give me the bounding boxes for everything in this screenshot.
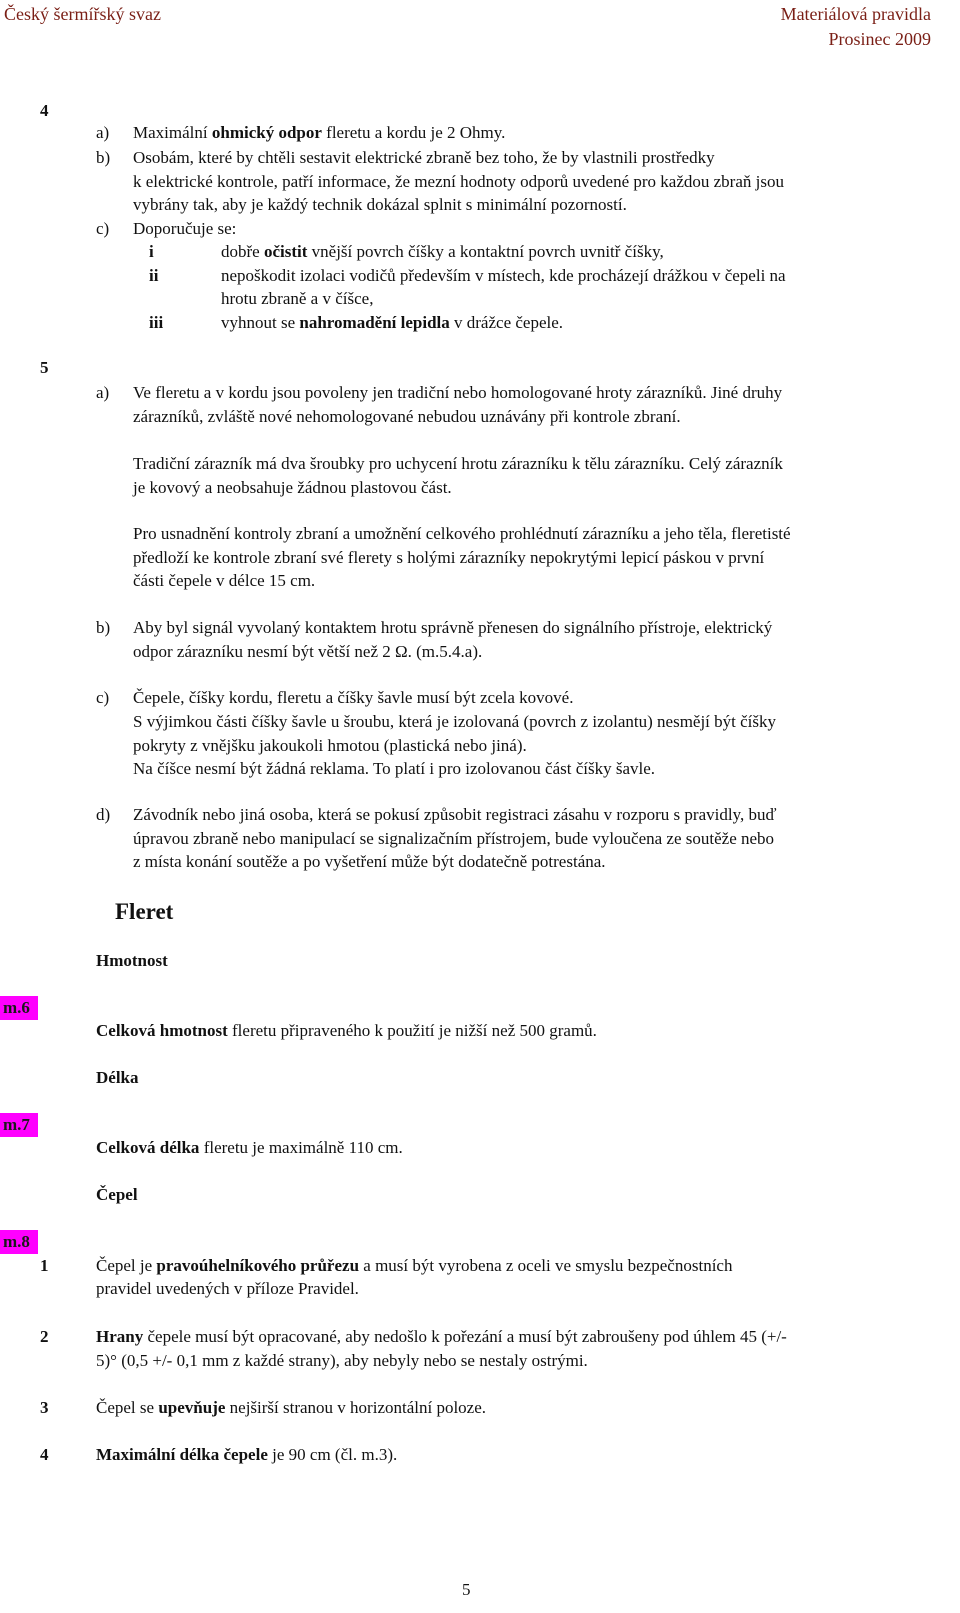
item-label-5d: d) xyxy=(96,805,111,824)
paragraph-5a-p2-line1: Tradiční zárazník má dva šroubky pro uchycení hrotu zárazníku k tělu zárazníku. Celý zárazník xyxy=(133,454,783,473)
cepel-item-1-line2: pravidel uvedených v příloze Pravidel. xyxy=(96,1279,359,1298)
rule-m6-text: Celková hmotnost fleretu připraveného k použití je nižší než 500 gramů. xyxy=(96,1021,597,1040)
subitem-i: dobře očistit vnější povrch číšky a kontaktní povrch uvnitř číšky, xyxy=(221,242,664,261)
item-label-5a: a) xyxy=(96,383,110,402)
cepel-item-2-line2: 5)° (0,5 +/- 0,1 mm z každé strany), aby nebyly nebo se nestaly ostrými. xyxy=(96,1351,588,1370)
paragraph-5c-line1: Čepele, číšky kordu, fleretu a číšky šavle musí být zcela kovové. xyxy=(133,688,574,707)
paragraph-5a-line2: zárazníků, zvláště nové nehomologované nebudou uznávány při kontrole zbraní. xyxy=(133,407,681,426)
subitem-ii-line1: nepoškodit izolaci vodičů především v místech, kde procházejí drážkou v čepeli na xyxy=(221,266,786,285)
paragraph-5d-line1: Závodník nebo jiná osoba, která se pokusí způsobit registraci zásahu v rozporu s pravidly, buď xyxy=(133,805,777,824)
subheading-cepel: Čepel xyxy=(96,1185,138,1204)
paragraph-5a-p3-line3: části čepele v délce 15 cm. xyxy=(133,571,316,590)
paragraph-5c-line3: pokryty z vnějšku jakoukoli hmotou (plastická nebo jiná). xyxy=(133,736,527,755)
cepel-item-1-line1: Čepel je pravoúhelníkového průřezu a musí být vyrobena z oceli ve smyslu bezpečnostních xyxy=(96,1256,733,1275)
header-org: Český šermířský svaz xyxy=(4,4,161,24)
paragraph-4c: Doporučuje se: xyxy=(133,219,237,238)
item-number-3: 3 xyxy=(40,1398,49,1417)
item-number-2: 2 xyxy=(40,1327,49,1346)
header-date: Prosinec 2009 xyxy=(828,29,931,49)
subheading-hmotnost: Hmotnost xyxy=(96,951,168,970)
item-label-a: a) xyxy=(96,123,110,142)
paragraph-5a-p3-line2: předloží ke kontrole zbraní své flerety s holými zárazníky nepokrytými lepicí páskou v první xyxy=(133,548,765,567)
paragraph-4b-line1: Osobám, které by chtěli sestavit elektrické zbraně bez toho, že by vlastnili prostředky xyxy=(133,148,715,167)
paragraph-4a: Maximální ohmický odpor fleretu a kordu je 2 Ohmy. xyxy=(133,123,506,142)
item-label-b: b) xyxy=(96,148,111,167)
subitem-label-iii: iii xyxy=(149,313,164,332)
item-label-5b: b) xyxy=(96,618,111,637)
rule-m7-text: Celková délka fleretu je maximálně 110 cm. xyxy=(96,1138,403,1157)
subitem-iii: vyhnout se nahromadění lepidla v drážce čepele. xyxy=(221,313,564,332)
item-number-1: 1 xyxy=(40,1256,49,1275)
paragraph-4b-line3: vybrány tak, aby je každý technik dokázal splnit s minimální pozorností. xyxy=(133,195,627,214)
item-number-4: 4 xyxy=(40,1445,49,1464)
paragraph-5c-line2: S výjimkou části číšky šavle u šroubu, která je izolovaná (povrch z izolantu) nesmějí být číšky xyxy=(133,712,777,731)
rule-tag-m8: m.8 xyxy=(0,1230,38,1254)
header-doc-title: Materiálová pravidla xyxy=(780,4,931,24)
paragraph-5b-line2: odpor zárazníku nesmí být větší než 2 Ω. (m.5.4.a). xyxy=(133,642,483,661)
subitem-label-ii: ii xyxy=(149,266,159,285)
item-label-c: c) xyxy=(96,219,110,238)
page-number: 5 xyxy=(462,1580,471,1599)
rule-tag-m6: m.6 xyxy=(0,996,38,1020)
item-label-5c: c) xyxy=(96,688,110,707)
paragraph-5d-line2: úpravou zbraně nebo manipulací se signalizačním přístrojem, bude vyloučena ze soutěže nebo xyxy=(133,829,775,848)
cepel-item-3: Čepel se upevňuje nejširší stranou v horizontální poloze. xyxy=(96,1398,487,1417)
subheading-delka: Délka xyxy=(96,1068,139,1087)
cepel-item-2-line1: Hrany čepele musí být opracované, aby nedošlo k pořezání a musí být zabroušeny pod úhlem 45 (+/- xyxy=(96,1327,787,1346)
paragraph-5a-line1: Ve fleretu a v kordu jsou povoleny jen tradiční nebo homologované hroty zárazníků. Jiné druhy xyxy=(133,383,783,402)
paragraph-5d-line3: z místa konání soutěže a po vyšetření může být dodatečně potrestána. xyxy=(133,852,606,871)
paragraph-4b-line2: k elektrické kontrole, patří informace, že mezní hodnoty odporů uvedené pro každou zbraň jsou xyxy=(133,172,784,191)
section-number-5: 5 xyxy=(40,358,49,377)
cepel-item-4: Maximální délka čepele je 90 cm (čl. m.3). xyxy=(96,1445,398,1464)
paragraph-5a-p3-line1: Pro usnadnění kontroly zbraní a umožnění celkového prohlédnutí zárazníku a jeho těla, fleretisté xyxy=(133,524,791,543)
subitem-ii-line2: hrotu zbraně a v číšce, xyxy=(221,289,374,308)
paragraph-5c-line4: Na číšce nesmí být žádná reklama. To platí i pro izolovanou část číšky šavle. xyxy=(133,759,656,778)
section-heading-fleret: Fleret xyxy=(115,899,174,924)
subitem-label-i: i xyxy=(149,242,154,261)
paragraph-5b-line1: Aby byl signál vyvolaný kontaktem hrotu správně přenesen do signálního přístroje, elektrický xyxy=(133,618,773,637)
rule-tag-m7: m.7 xyxy=(0,1113,38,1137)
paragraph-5a-p2-line2: je kovový a neobsahuje žádnou plastovou část. xyxy=(133,478,452,497)
section-number-4: 4 xyxy=(40,101,49,120)
